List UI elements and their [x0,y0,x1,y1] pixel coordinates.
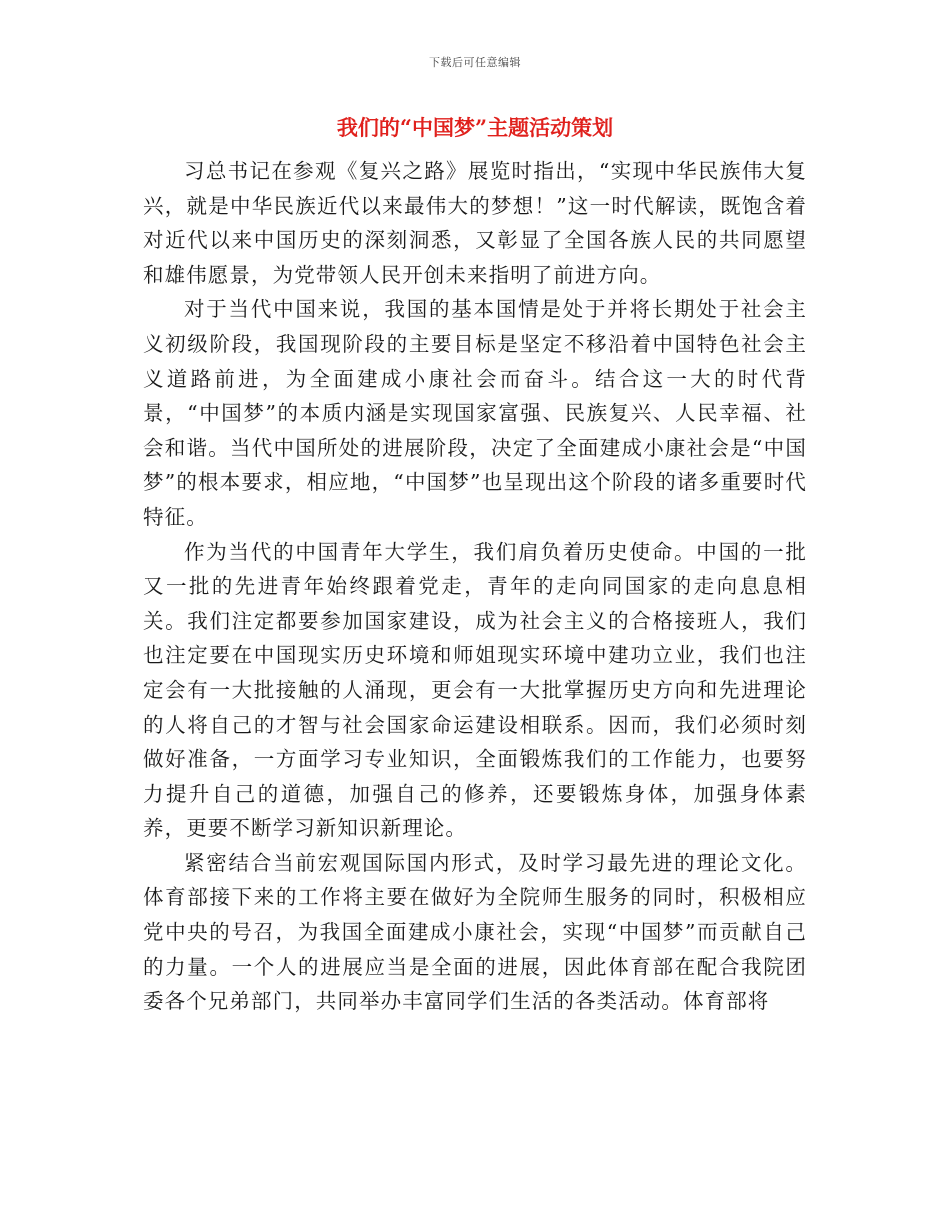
paragraph-1: 习总书记在参观《复兴之路》展览时指出，“实现中华民族伟大复兴，就是中华民族近代以来最伟大的梦想！”这一时代解读，既饱含着对近代以来中国历史的深刻洞悉，又彰显了全国各族人民的共同愿望和雄伟愿景，为党带领人民开创未来指明了前进方向。 [143,159,807,287]
paragraph-2: 对于当代中国来说，我国的基本国情是处于并将长期处于社会主义初级阶段，我国现阶段的主要目标是坚定不移沿着中国特色社会主义道路前进，为全面建成小康社会而奋斗。结合这一大的时代背景，“中国梦”的本质内涵是实现国家富强、民族复兴、人民幸福、社会和谐。当代中国所处的进展阶段，决定了全面建成小康社会是“中国梦”的根本要求，相应地，“中国梦”也呈现出这个阶段的诸多重要时代特征。 [143,297,807,529]
document-title: 我们的“中国梦”主题活动策划 [336,115,614,140]
paragraph-4: 紧密结合当前宏观国际国内形式，及时学习最先进的理论文化。体育部接下来的工作将主要在做好为全院师生服务的同时，积极相应党中央的号召，为我国全面建成小康社会，实现“中国梦”而贡献自己的力量。一个人的进展应当是全面的进展，因此体育部在配合我院团委各个兄弟部门，共同举办丰富同学们生活的各类活动。体育部将 [143,850,807,1014]
paragraph-3: 作为当代的中国青年大学生，我们肩负着历史使命。中国的一批又一批的先进青年始终跟着党走，青年的走向同国家的走向息息相关。我们注定都要参加国家建设，成为社会主义的合格接班人，我们也注定要在中国现实历史环境和师姐现实环境中建功立业，我们也注定会有一大批接触的人涌现，更会有一大批掌握历史方向和先进理论的人将自己的才智与社会国家命运建设相联系。因而，我们必须时刻做好准备，一方面学习专业知识，全面锻炼我们的工作能力，也要努力提升自己的道德，加强自己的修养，还要锻炼身体，加强身体素养，更要不断学习新知识新理论。 [143,539,807,841]
header-note: 下载后可任意编辑 [429,56,521,69]
document-body [143,154,807,1019]
